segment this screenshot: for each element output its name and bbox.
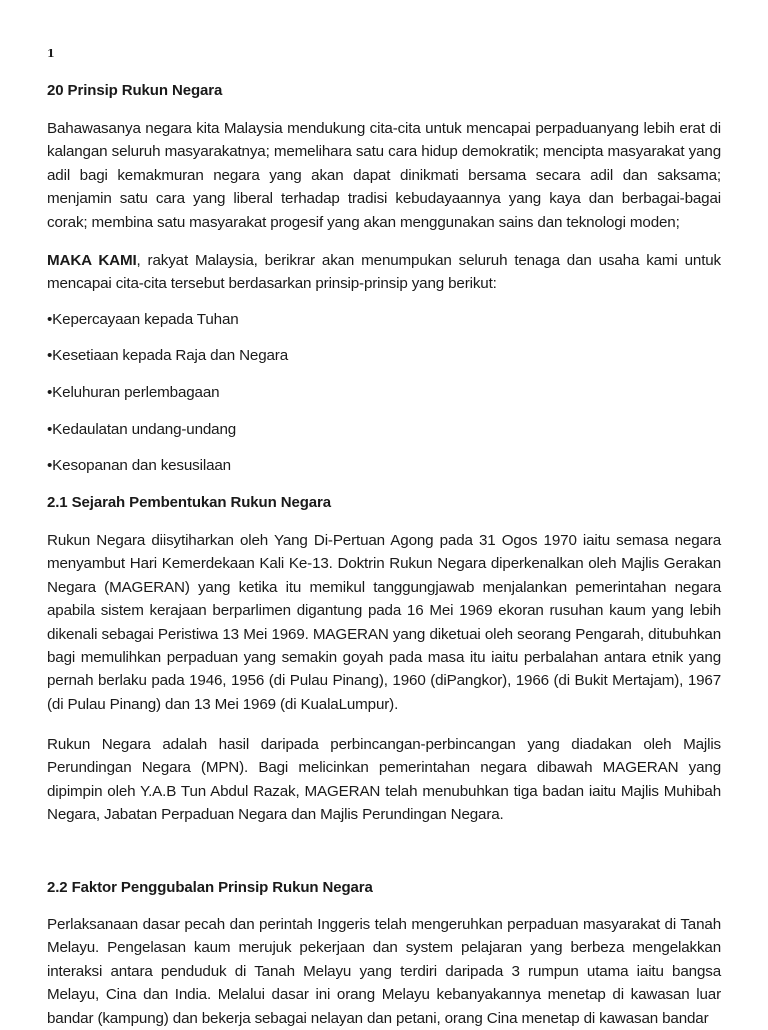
- paragraph-faktor-1-text: Perlaksanaan dasar pecah dan perintah Inggeris telah mengeruhkan perpaduan masyarakat di Tanah Melayu. Pengelasan kaum merujuk pekerjaan dan system pelajaran yang berbeza mengelakkan interaksi antara penduduk di Tanah Melayu yang terdiri daripada 3 rumpun utama iaitu bangsa Melayu, Cina dan India. Melalui dasar ini orang Melayu kebanyakannya menetap di kawasan luar bandar (kampung) dan bekerja sebagai nelayan dan petani, orang Cina menetap di kawasan bandar: [47, 916, 721, 1027]
- principle-item: •Kedaulatan undang-undang: [47, 421, 237, 438]
- paragraph-intro-text: Bahawasanya negara kita Malaysia mendukung cita-cita untuk mencapai perpaduanyang lebih erat di kalangan seluruh masyarakatnya; memelihara satu cara hidup demokratik; mencipta masyarakat yang adil bagi kemakmuran negara yang akan dapat dinikmati bersama secara adil dan saksama; menjamin satu cara yang liberal terhadap tradisi kebudayaannya yang kaya dan berbagai-bagai corak; membina satu masyarakat progesif yang akan menggunakan sains dan teknologi moden;: [47, 120, 721, 231]
- page-number: 1: [47, 47, 55, 60]
- section-heading-sejarah: 2.1 Sejarah Pembentukan Rukun Negara: [47, 494, 332, 511]
- principle-item: •Kesopanan dan kesusilaan: [47, 457, 231, 474]
- pledge-lead: MAKA KAMI: [47, 252, 137, 269]
- paragraph-faktor-1: [47, 913, 721, 1030]
- paragraph-sejarah-2-text: Rukun Negara adalah hasil daripada perbincangan-perbincangan yang diadakan oleh Majlis Perundingan Negara (MPN). Bagi melicinkan pemerintahan negara dibawah MAGERAN yang dipimpin oleh Y.A.B Tun Abdul Razak, MAGERAN telah menubuhkan tiga badan iaitu Majlis Muhibah Negara, Jabatan Perpaduan Negara dan Majlis Perundingan Negara.: [47, 736, 721, 824]
- principle-item: •Kepercayaan kepada Tuhan: [47, 311, 239, 328]
- paragraph-sejarah-2: [47, 733, 721, 827]
- paragraph-pledge: [47, 249, 721, 296]
- paragraph-sejarah-1-text: Rukun Negara diisytiharkan oleh Yang Di-Pertuan Agong pada 31 Ogos 1970 iaitu semasa negara menyambut Hari Kemerdekaan Kali Ke-13. Doktrin Rukun Negara diperkenalkan oleh Majlis Gerakan Negara (MAGERAN) yang ketika itu memikul tanggungjawab menjalankan pemerintahan negara apabila sistem kerajaan berparlimen digantung pada 16 Mei 1969 ekoran rusuhan kaum yang lebih dikenali sebagai Peristiwa 13 Mei 1969. MAGERAN yang diketuai oleh seorang Pengarah, ditubuhkan bagi memulihkan perpaduan yang semakin goyah pada masa itu iaitu perbalahan antara etnik yang pernah berlaku pada 1946, 1956 (di Pulau Pinang), 1960 (diPangkor), 1966 (di Bukit Mertajam), 1967 (di Pulau Pinang) dan 13 Mei 1969 (di KualaLumpur).: [47, 532, 721, 713]
- paragraph-intro: [47, 117, 721, 234]
- paragraph-sejarah-1: [47, 529, 721, 716]
- principle-item: •Keluhuran perlembagaan: [47, 384, 220, 401]
- section-heading-prinsip: 20 Prinsip Rukun Negara: [47, 82, 223, 99]
- pledge-rest: , rakyat Malaysia, berikrar akan menumpukan seluruh tenaga dan usaha kami untuk mencapai cita-cita tersebut berdasarkan prinsip-prinsip yang berikut:: [47, 252, 721, 293]
- paragraph-pledge-text: [47, 249, 721, 296]
- section-heading-faktor: 2.2 Faktor Penggubalan Prinsip Rukun Negara: [47, 879, 373, 896]
- principle-item: •Kesetiaan kepada Raja dan Negara: [47, 347, 289, 364]
